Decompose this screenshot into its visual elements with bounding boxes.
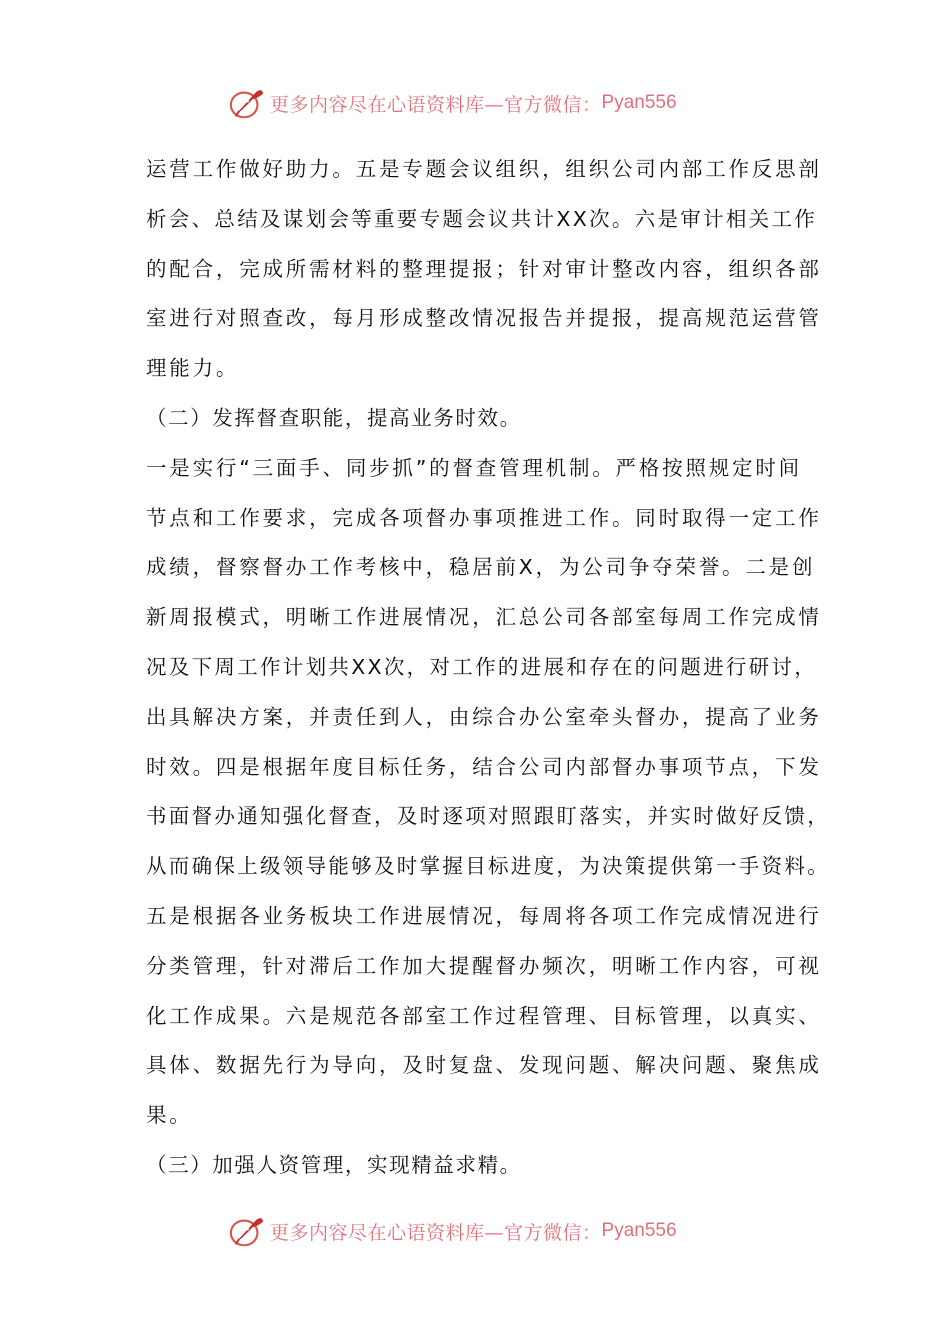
text-line: 时效。四是根据年度目标任务，结合公司内部督办事项节点，下发 [146, 754, 822, 779]
text-line: 果。 [146, 1103, 193, 1128]
footer-watermark [0, 1206, 950, 1256]
text-line: 书面督办通知强化督查，及时逐项对照跟盯落实，并实时做好反馈， [146, 804, 830, 829]
text-line: 出具解决方案，并责任到人，由综合办公室牵头督办，提高了业务 [146, 704, 822, 729]
header-watermark [0, 78, 950, 128]
watermark-text: 更多内容尽在心语资料库—官方微信： [270, 93, 602, 116]
text-line: 分类管理，针对滞后工作加大提醒督办频次，明晰工作内容，可视 [146, 953, 822, 978]
document-body [146, 145, 830, 1191]
text-line: 从而确保上级领导能够及时掌握目标进度，为决策提供第一手资料。 [146, 854, 830, 879]
text-line: 的配合，完成所需材料的整理提报；针对审计整改内容，组织各部 [146, 256, 822, 281]
watermark-contact: Pyan556 [601, 1220, 677, 1241]
watermark-contact: Pyan556 [601, 92, 677, 113]
text-line: 室进行对照查改，每月形成整改情况报告并提报，提高规范运营管 [146, 306, 822, 331]
text-line: 化工作成果。六是规范各部室工作过程管理、目标管理，以真实、 [146, 1003, 822, 1028]
quill-pen-logo-icon [228, 1211, 266, 1251]
watermark-text: 更多内容尽在心语资料库—官方微信： [270, 1221, 602, 1244]
text-line: 五是根据各业务板块工作进展情况，每周将各项工作完成情况进行 [146, 903, 822, 928]
text-line: 新周报模式，明晰工作进展情况，汇总公司各部室每周工作完成情 [146, 605, 822, 630]
text-line: 运营工作做好助力。五是专题会议组织，组织公司内部工作反思剖 [146, 157, 822, 181]
text-line: 节点和工作要求，完成各项督办事项推进工作。同时取得一定工作 [146, 505, 822, 530]
quill-pen-logo-icon [228, 83, 266, 123]
text-line: 成绩，督察督办工作考核中，稳居前X，为公司争夺荣誉。二是创 [146, 555, 816, 580]
text-line: 具体、数据先行为导向，及时复盘、发现问题、解决问题、聚焦成 [146, 1053, 822, 1078]
text-line: 理能力。 [146, 356, 240, 381]
section-heading: （三）加强人资管理，实现精益求精。 [146, 1152, 522, 1177]
section-heading: （二）发挥督查职能，提高业务时效。 [146, 405, 522, 430]
text-line: 况及下周工作计划共XX次，对工作的进展和存在的问题进行研讨， [146, 654, 818, 679]
text-line: 析会、总结及谋划会等重要专题会议共计XX次。六是审计相关工作 [146, 206, 818, 231]
text-line: 一是实行“三面手、同步抓”的督查管理机制。严格按照规定时间 [146, 455, 802, 480]
